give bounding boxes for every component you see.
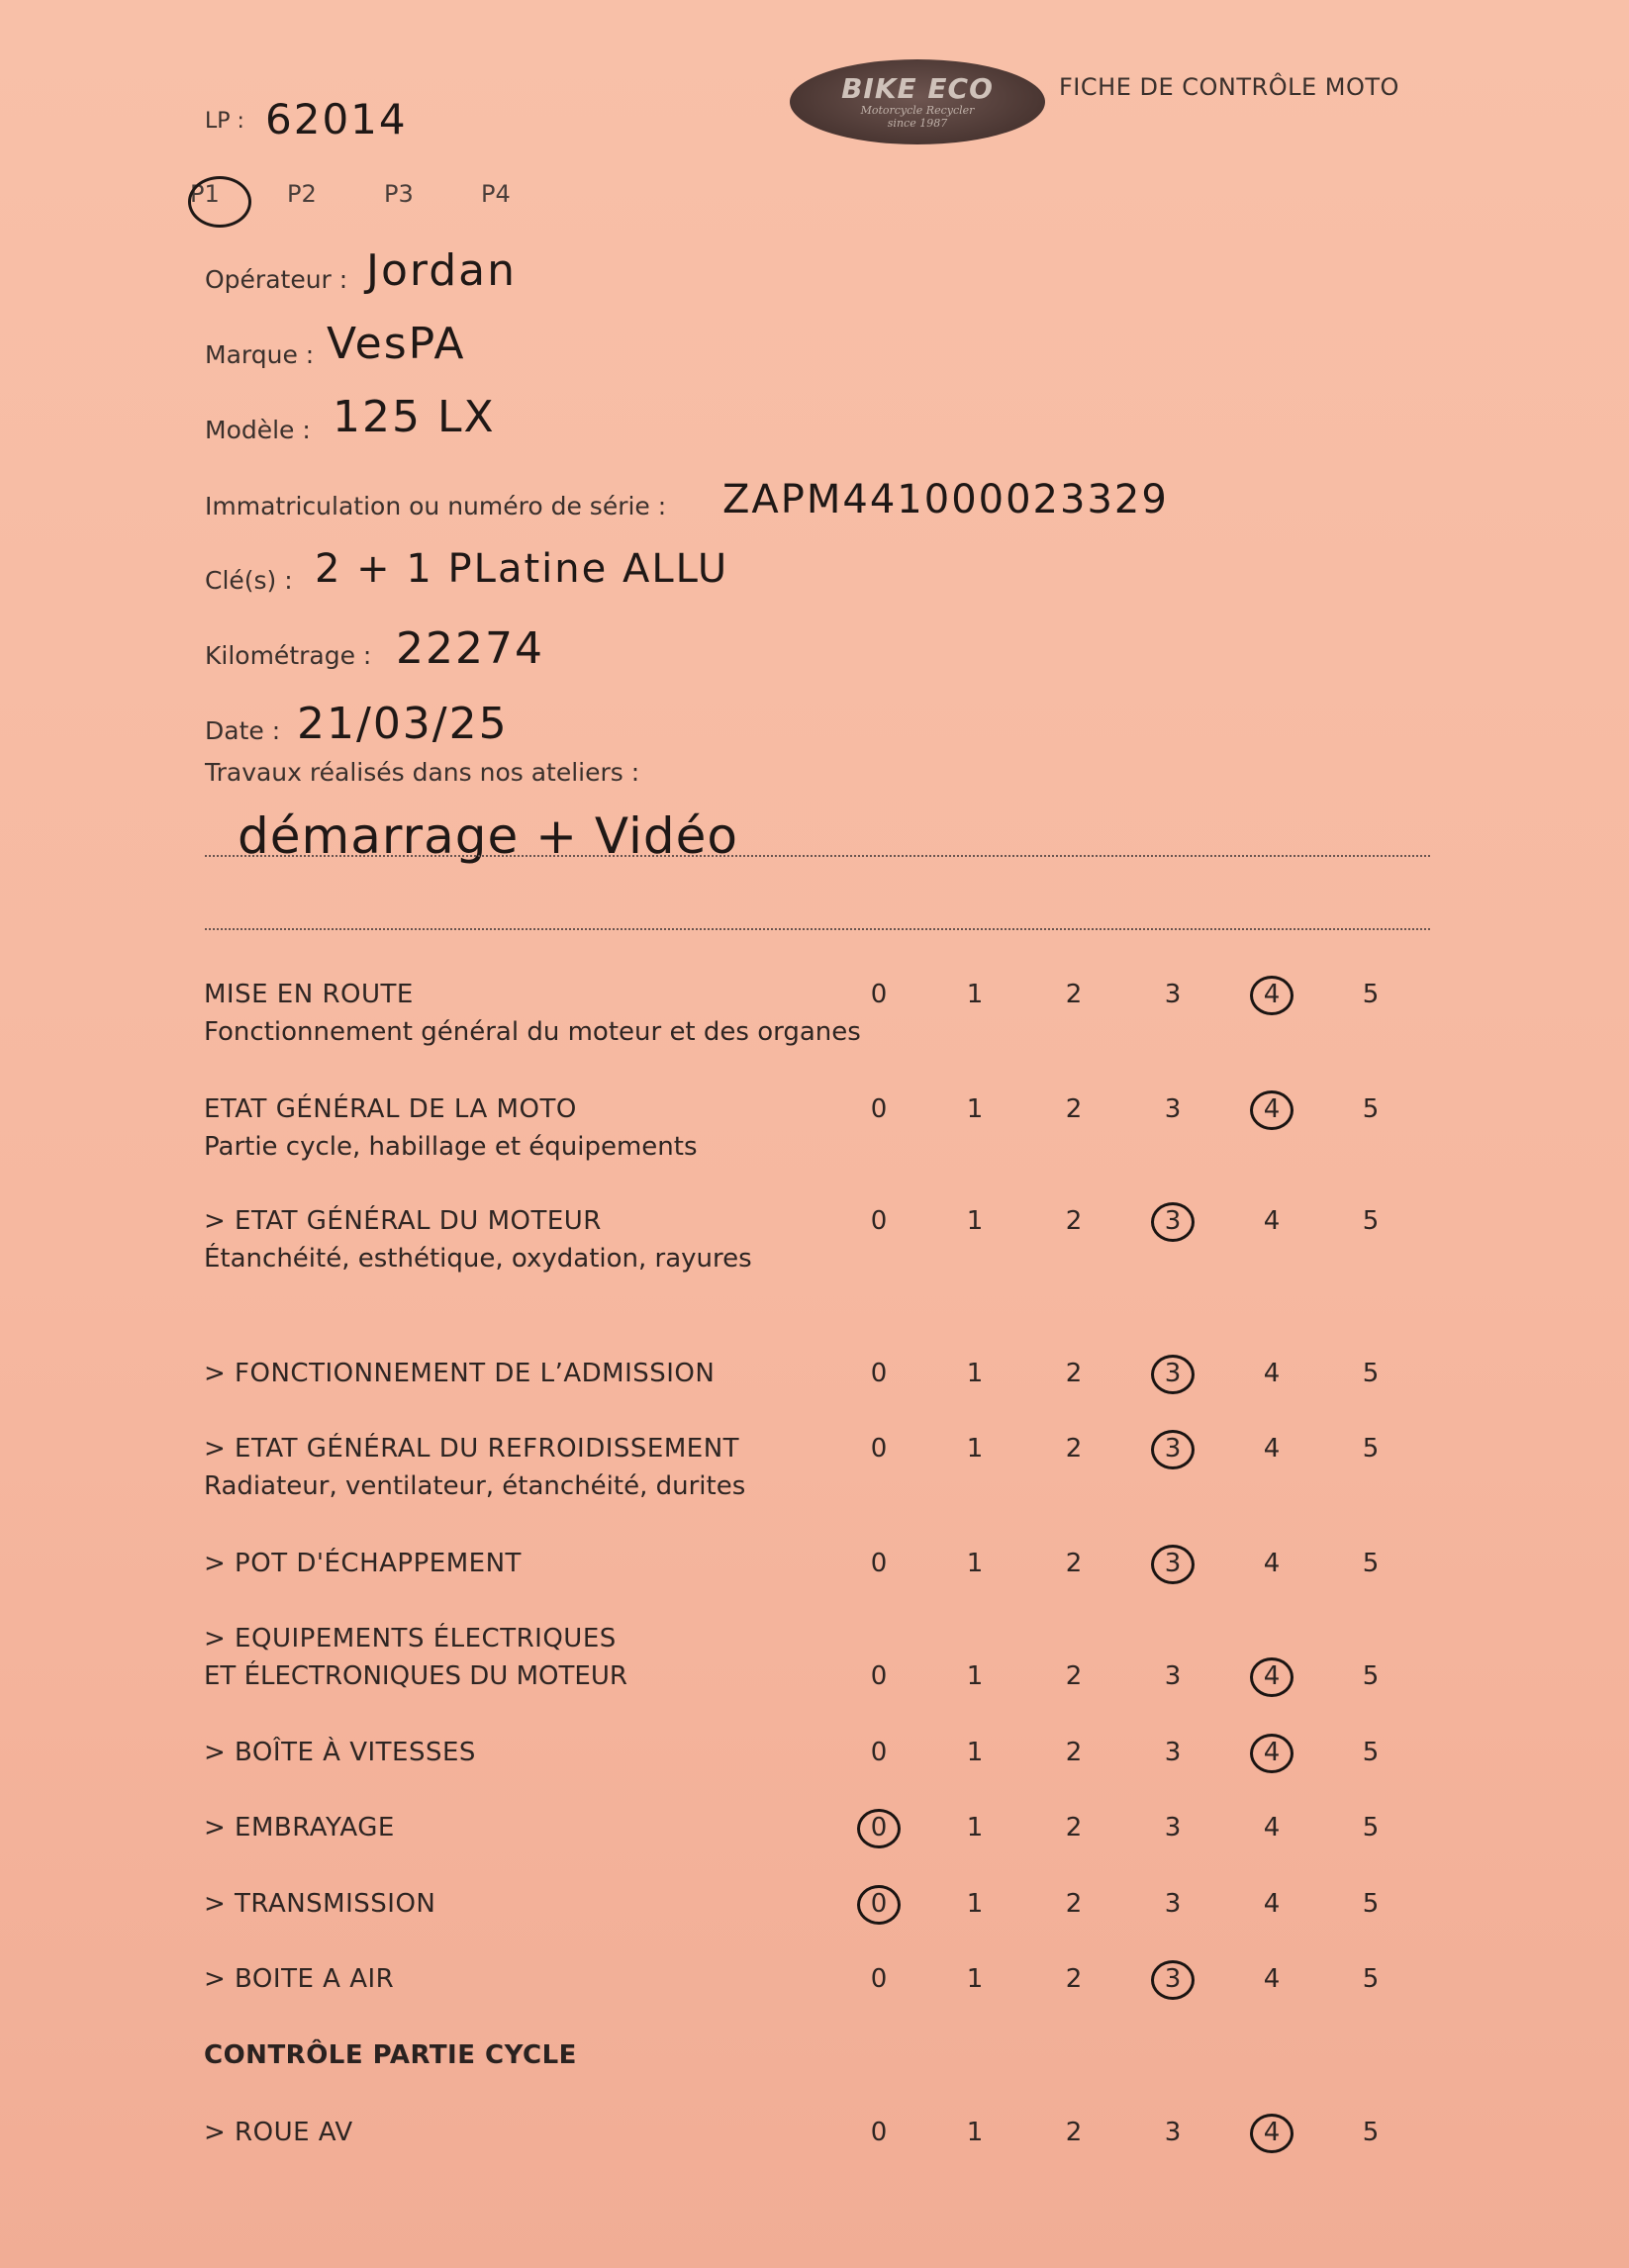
check-title: > ROUE AV	[204, 2118, 353, 2147]
score-option-3[interactable]: 3	[1164, 1094, 1182, 1124]
selected-score-circle	[1151, 1202, 1195, 1242]
selected-score-circle	[1250, 1657, 1294, 1697]
score-option-0[interactable]: 0	[870, 1889, 888, 1919]
score-option-5[interactable]: 5	[1362, 1661, 1380, 1691]
mileage-value: 22274	[396, 623, 544, 674]
score-option-4[interactable]: 4	[1263, 2118, 1281, 2147]
check-title: > TRANSMISSION	[204, 1889, 436, 1919]
selected-score-circle	[1250, 1090, 1294, 1130]
selected-score-circle	[857, 1885, 901, 1925]
score-option-2[interactable]: 2	[1065, 980, 1083, 1009]
check-title: ETAT GÉNÉRAL DE LA MOTO	[204, 1094, 577, 1124]
score-option-1[interactable]: 1	[966, 1094, 984, 1124]
serial-label: Immatriculation ou numéro de série :	[205, 492, 667, 520]
score-option-2[interactable]: 2	[1065, 1661, 1083, 1691]
score-option-3[interactable]: 3	[1164, 1889, 1182, 1919]
score-option-3[interactable]: 3	[1164, 1549, 1182, 1578]
score-option-3[interactable]: 3	[1164, 1964, 1182, 1994]
score-option-0[interactable]: 0	[870, 1094, 888, 1124]
score-option-2[interactable]: 2	[1065, 1359, 1083, 1388]
check-title: > EMBRAYAGE	[204, 1813, 395, 1843]
score-option-1[interactable]: 1	[966, 1359, 984, 1388]
score-option-5[interactable]: 5	[1362, 1738, 1380, 1767]
score-option-2[interactable]: 2	[1065, 1813, 1083, 1843]
score-option-0[interactable]: 0	[870, 1206, 888, 1236]
keys-label: Clé(s) :	[205, 566, 293, 595]
check-title: MISE EN ROUTE	[204, 980, 414, 1009]
cycle-section-heading: CONTRÔLE PARTIE CYCLE	[204, 2040, 577, 2070]
score-option-4[interactable]: 4	[1263, 1359, 1281, 1388]
score-option-4[interactable]: 4	[1263, 980, 1281, 1009]
score-option-1[interactable]: 1	[966, 980, 984, 1009]
score-option-1[interactable]: 1	[966, 1964, 984, 1994]
model-label: Modèle :	[205, 416, 311, 444]
score-option-4[interactable]: 4	[1263, 1738, 1281, 1767]
score-option-4[interactable]: 4	[1263, 1094, 1281, 1124]
score-option-1[interactable]: 1	[966, 1738, 984, 1767]
score-option-5[interactable]: 5	[1362, 1434, 1380, 1464]
score-option-0[interactable]: 0	[870, 1813, 888, 1843]
check-title: > EQUIPEMENTS ÉLECTRIQUES	[204, 1624, 617, 1654]
score-option-3[interactable]: 3	[1164, 980, 1182, 1009]
score-option-1[interactable]: 1	[966, 2118, 984, 2147]
selected-score-circle	[1151, 1960, 1195, 2000]
logo-brand: BIKE ECO	[841, 72, 994, 105]
score-option-3[interactable]: 3	[1164, 1206, 1182, 1236]
score-option-2[interactable]: 2	[1065, 1206, 1083, 1236]
score-option-5[interactable]: 5	[1362, 1206, 1380, 1236]
score-option-4[interactable]: 4	[1263, 1434, 1281, 1464]
score-option-3[interactable]: 3	[1164, 1661, 1182, 1691]
score-option-5[interactable]: 5	[1362, 1813, 1380, 1843]
works-label: Travaux réalisés dans nos ateliers :	[205, 758, 640, 787]
selected-score-circle	[1250, 1734, 1294, 1773]
check-description: Radiateur, ventilateur, étanchéité, durites	[204, 1471, 746, 1501]
score-option-4[interactable]: 4	[1263, 1206, 1281, 1236]
score-option-2[interactable]: 2	[1065, 1964, 1083, 1994]
selected-score-circle	[857, 1809, 901, 1848]
score-option-3[interactable]: 3	[1164, 1738, 1182, 1767]
score-option-2[interactable]: 2	[1065, 1549, 1083, 1578]
logo-sub-2: since 1987	[887, 117, 948, 130]
selected-score-circle	[1151, 1545, 1195, 1584]
score-option-3[interactable]: 3	[1164, 1434, 1182, 1464]
phase-p2: P2	[287, 180, 317, 208]
brand-value: VesPA	[327, 319, 466, 369]
bike-eco-logo	[790, 59, 1045, 144]
score-option-0[interactable]: 0	[870, 1661, 888, 1691]
score-option-5[interactable]: 5	[1362, 980, 1380, 1009]
lp-label: LP :	[205, 109, 244, 134]
score-option-2[interactable]: 2	[1065, 1434, 1083, 1464]
score-option-3[interactable]: 3	[1164, 2118, 1182, 2147]
score-option-4[interactable]: 4	[1263, 1813, 1281, 1843]
phase-selected-circle	[188, 176, 251, 228]
score-option-0[interactable]: 0	[870, 2118, 888, 2147]
score-option-0[interactable]: 0	[870, 1964, 888, 1994]
score-option-0[interactable]: 0	[870, 1434, 888, 1464]
lp-value: 62014	[265, 95, 408, 143]
model-value: 125 LX	[333, 392, 496, 442]
check-description: Partie cycle, habillage et équipements	[204, 1132, 698, 1162]
check-description: Étanchéité, esthétique, oxydation, rayures	[204, 1244, 752, 1274]
score-option-1[interactable]: 1	[966, 1889, 984, 1919]
operator-label: Opérateur :	[205, 265, 348, 294]
score-option-4[interactable]: 4	[1263, 1889, 1281, 1919]
check-title-line-2: ET ÉLECTRONIQUES DU MOTEUR	[204, 1661, 627, 1691]
score-option-2[interactable]: 2	[1065, 1889, 1083, 1919]
selected-score-circle	[1151, 1430, 1195, 1469]
logo-sub-1: Motorcycle Recycler	[860, 104, 975, 117]
score-option-1[interactable]: 1	[966, 1434, 984, 1464]
score-option-5[interactable]: 5	[1362, 1549, 1380, 1578]
check-title: > BOITE A AIR	[204, 1964, 395, 1994]
phase-p1: P1	[190, 180, 220, 208]
score-option-5[interactable]: 5	[1362, 2118, 1380, 2147]
phase-p4: P4	[481, 180, 511, 208]
score-option-1[interactable]: 1	[966, 1206, 984, 1236]
selected-score-circle	[1250, 976, 1294, 1015]
score-option-4[interactable]: 4	[1263, 1964, 1281, 1994]
works-line-1	[205, 855, 1430, 857]
phase-p3: P3	[384, 180, 414, 208]
serial-value: ZAPM441000023329	[722, 477, 1169, 522]
document-title: FICHE DE CONTRÔLE MOTO	[1059, 73, 1399, 101]
works-value: démarrage + Vidéo	[238, 807, 738, 865]
brand-label: Marque :	[205, 340, 315, 369]
keys-value: 2 + 1 PLatine ALLU	[315, 546, 729, 592]
score-option-0[interactable]: 0	[870, 1359, 888, 1388]
score-option-3[interactable]: 3	[1164, 1813, 1182, 1843]
score-option-3[interactable]: 3	[1164, 1359, 1182, 1388]
selected-score-circle	[1250, 2114, 1294, 2153]
score-option-1[interactable]: 1	[966, 1549, 984, 1578]
check-title: > FONCTIONNEMENT DE L’ADMISSION	[204, 1359, 716, 1388]
selected-score-circle	[1151, 1355, 1195, 1394]
score-option-2[interactable]: 2	[1065, 2118, 1083, 2147]
date-value: 21/03/25	[297, 699, 509, 749]
score-option-1[interactable]: 1	[966, 1661, 984, 1691]
score-option-5[interactable]: 5	[1362, 1094, 1380, 1124]
operator-value: Jordan	[366, 245, 517, 296]
score-option-4[interactable]: 4	[1263, 1549, 1281, 1578]
score-option-2[interactable]: 2	[1065, 1738, 1083, 1767]
score-option-5[interactable]: 5	[1362, 1964, 1380, 1994]
check-title: > ETAT GÉNÉRAL DU MOTEUR	[204, 1206, 602, 1236]
check-title: > POT D'ÉCHAPPEMENT	[204, 1549, 522, 1578]
score-option-0[interactable]: 0	[870, 980, 888, 1009]
works-line-2	[205, 928, 1430, 930]
score-option-2[interactable]: 2	[1065, 1094, 1083, 1124]
score-option-0[interactable]: 0	[870, 1549, 888, 1578]
mileage-label: Kilométrage :	[205, 641, 372, 670]
score-option-4[interactable]: 4	[1263, 1661, 1281, 1691]
check-title: > BOÎTE À VITESSES	[204, 1738, 476, 1767]
check-title: > ETAT GÉNÉRAL DU REFROIDISSEMENT	[204, 1434, 740, 1464]
check-description: Fonctionnement général du moteur et des organes	[204, 1017, 861, 1047]
date-label: Date :	[205, 716, 281, 745]
score-option-1[interactable]: 1	[966, 1813, 984, 1843]
score-option-5[interactable]: 5	[1362, 1889, 1380, 1919]
score-option-5[interactable]: 5	[1362, 1359, 1380, 1388]
score-option-0[interactable]: 0	[870, 1738, 888, 1767]
